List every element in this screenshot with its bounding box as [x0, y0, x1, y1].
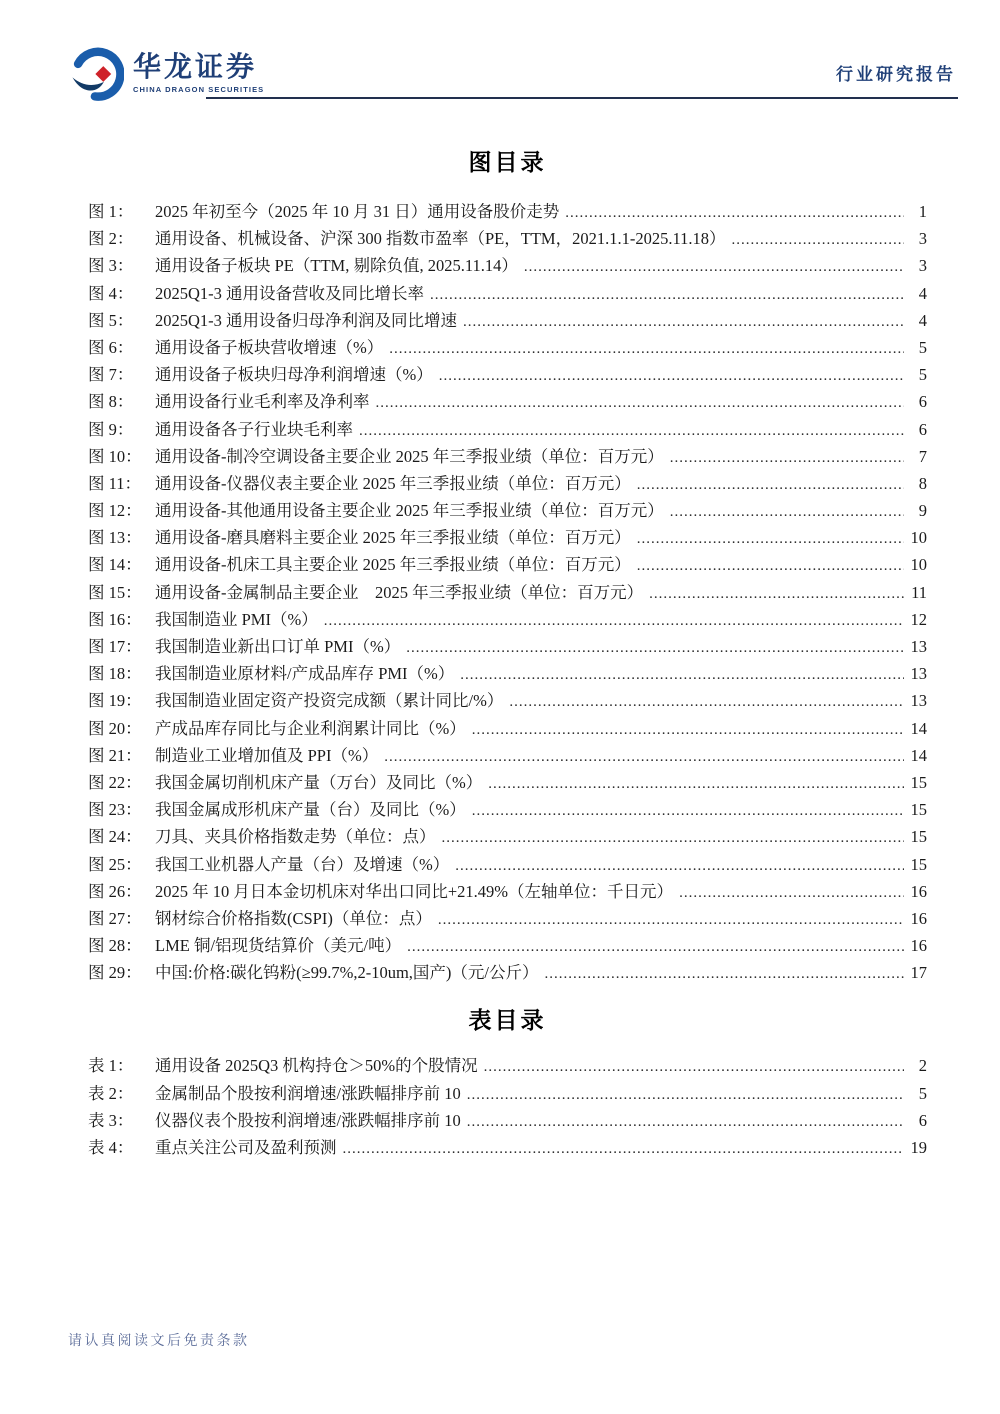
toc-entry-title: 通用设备行业毛利率及净利率 — [155, 392, 370, 412]
toc-entry — [88, 796, 927, 823]
toc-entry — [88, 823, 927, 850]
toc-entry-label: 图 12： — [88, 501, 142, 521]
toc-entry-label: 图 14： — [88, 555, 142, 575]
toc-entry — [88, 932, 927, 959]
toc-entry-label: 图 29： — [88, 963, 142, 983]
toc-entry-title: 我国制造业 PMI（%） — [155, 609, 318, 629]
report-header — [68, 46, 958, 106]
toc-entry-page: 17 — [910, 963, 927, 983]
toc-entry-title: 2025Q1-3 通用设备归母净利润及同比增速 — [155, 310, 458, 330]
toc-entry-label: 图 5： — [88, 310, 134, 330]
dotted-leader — [509, 694, 904, 711]
toc-entry — [88, 307, 927, 334]
toc-entry-title: 我国制造业固定资产投资完成额（累计同比/%） — [155, 691, 504, 711]
toc-entry-label: 图 17： — [88, 637, 142, 656]
toc-entry-title: 通用设备子板块归母净利润增速（%） — [155, 365, 433, 385]
table-of-contents — [88, 148, 927, 1161]
toc-entry — [88, 1134, 927, 1161]
toc-entry-page: 5 — [918, 365, 927, 385]
toc-entry-page: 2 — [918, 1056, 927, 1076]
toc-entry-label: 图 20： — [88, 718, 142, 738]
toc-entry-label: 图 27： — [88, 908, 142, 928]
dotted-leader — [637, 477, 904, 494]
toc-entry-page: 15 — [910, 854, 927, 874]
toc-entry — [88, 687, 927, 714]
toc-entry-label: 表 1： — [88, 1056, 134, 1076]
disclaimer-note: 请认真阅读文后免责条款 — [68, 1334, 250, 1349]
toc-entry-label: 图 7： — [88, 365, 134, 385]
brand-name-cn: 华龙证券 — [133, 52, 258, 83]
toc-entry-label: 图 6： — [88, 337, 134, 357]
toc-entry-page: 12 — [910, 609, 927, 629]
toc-entry-label: 图 13： — [88, 528, 142, 548]
dotted-leader — [484, 1059, 904, 1076]
toc-entry-page: 16 — [910, 881, 927, 901]
toc-entry-label: 图 9： — [88, 419, 134, 439]
table-toc-title: 表目录 — [468, 1008, 547, 1034]
toc-entry — [88, 1080, 927, 1107]
brand-name-en: CHINA DRAGON SECURITIES — [133, 85, 265, 94]
toc-entry — [88, 388, 927, 415]
toc-entry-page: 15 — [910, 827, 927, 847]
toc-entry — [88, 1052, 927, 1079]
toc-entry-label: 图 24： — [88, 827, 142, 847]
toc-entry-page: 15 — [910, 800, 927, 820]
toc-entry-title: 通用设备-金属制品主要企业 2025 年三季报业绩（单位：百万元） — [155, 582, 644, 602]
china-dragon-logo-icon — [68, 46, 124, 102]
toc-entry-title: 通用设备子板块营收增速（%） — [155, 337, 384, 357]
toc-entry-page: 4 — [918, 310, 927, 330]
dotted-leader — [488, 776, 904, 793]
toc-entry-label: 图 10： — [88, 446, 142, 466]
dotted-leader — [649, 586, 904, 603]
toc-entry — [88, 252, 927, 279]
toc-entry-page: 16 — [910, 908, 927, 928]
table-toc-list — [88, 1052, 927, 1161]
toc-entry — [88, 633, 927, 660]
toc-entry-title: 中国:价格:碳化钨粉(≥99.7%,2-10um,国产)（元/公斤） — [155, 963, 539, 983]
toc-entry-page: 11 — [911, 582, 927, 602]
toc-entry-label: 图 19： — [88, 691, 142, 711]
toc-entry — [88, 579, 927, 606]
toc-entry-page: 14 — [910, 718, 927, 738]
toc-entry-title: 我国金属切削机床产量（万台）及同比（%） — [155, 772, 483, 792]
toc-entry-title: 2025 年 10 月日本金切机床对华出口同比+21.49%（左轴单位：千日元） — [155, 881, 674, 901]
toc-entry-label: 表 4： — [88, 1138, 134, 1157]
toc-entry-page: 6 — [918, 1110, 927, 1130]
toc-entry — [88, 524, 927, 551]
toc-entry — [88, 443, 927, 470]
figure-toc-list — [88, 198, 927, 986]
toc-entry-page: 3 — [918, 229, 927, 249]
toc-entry-title: 通用设备-制冷空调设备主要企业 2025 年三季报业绩（单位：百万元） — [155, 446, 664, 466]
toc-entry-page: 19 — [910, 1138, 927, 1157]
toc-entry-page: 10 — [910, 528, 927, 548]
toc-entry-title: 我国制造业新出口订单 PMI（%） — [155, 637, 401, 656]
toc-entry-title: 金属制品个股按利润增速/涨跌幅排序前 10 — [155, 1083, 461, 1103]
toc-entry-page: 1 — [918, 202, 927, 221]
toc-entry-page: 13 — [910, 691, 927, 711]
toc-entry-title: 2025Q1-3 通用设备营收及同比增长率 — [155, 283, 425, 303]
toc-entry — [88, 280, 927, 307]
dotted-leader — [359, 423, 904, 440]
toc-entry-label: 图 3： — [88, 256, 134, 276]
toc-entry — [88, 551, 927, 578]
toc-entry-title: 我国工业机器人产量（台）及增速（%） — [155, 854, 450, 874]
dotted-leader — [565, 205, 904, 222]
toc-entry-title: 通用设备-其他通用设备主要企业 2025 年三季报业绩（单位：百万元） — [155, 501, 664, 521]
report-type-label: 行业研究报告 — [836, 65, 956, 84]
toc-entry-page: 4 — [918, 283, 927, 303]
toc-entry — [88, 660, 927, 687]
toc-entry-page: 5 — [918, 337, 927, 357]
toc-entry-title: 通用设备 2025Q3 机构持仓＞50%的个股情况 — [155, 1056, 478, 1076]
toc-entry — [88, 851, 927, 878]
toc-entry — [88, 905, 927, 932]
toc-entry-label: 图 28： — [88, 936, 142, 956]
toc-entry-label: 图 4： — [88, 283, 134, 303]
dotted-leader — [439, 368, 904, 385]
toc-entry-title: 制造业工业增加值及 PPI（%） — [155, 745, 379, 765]
brand-logo — [68, 46, 958, 102]
toc-entry-page: 6 — [918, 419, 927, 439]
dotted-leader — [384, 749, 904, 766]
toc-entry-title: 通用设备各子行业块毛利率 — [155, 419, 353, 439]
toc-entry-title: 通用设备、机械设备、沪深 300 指数市盈率（PE，TTM，2021.1.1-2025.11.18） — [155, 229, 726, 249]
toc-entry-page: 14 — [910, 745, 927, 765]
toc-entry-page: 7 — [918, 446, 927, 466]
toc-entry-page: 13 — [910, 664, 927, 684]
toc-entry — [88, 606, 927, 633]
dotted-leader — [467, 1114, 904, 1131]
dotted-leader — [637, 558, 904, 575]
toc-entry-title: 刀具、夹具价格指数走势（单位：点） — [155, 827, 436, 847]
toc-entry-title: LME 铜/铝现货结算价（美元/吨） — [155, 936, 402, 956]
toc-entry-label: 表 2： — [88, 1083, 134, 1103]
dotted-leader — [406, 640, 904, 657]
toc-entry-title: 重点关注公司及盈利预测 — [155, 1138, 337, 1157]
toc-entry-title: 通用设备子板块 PE（TTM, 剔除负值, 2025.11.14） — [155, 256, 518, 276]
dotted-leader — [430, 287, 904, 304]
toc-entry — [88, 334, 927, 361]
brand-text — [133, 53, 264, 95]
dotted-leader — [731, 232, 904, 249]
toc-entry-label: 图 11： — [88, 473, 142, 493]
toc-entry — [88, 497, 927, 524]
toc-entry — [88, 361, 927, 388]
dotted-leader — [472, 722, 904, 739]
dotted-leader — [545, 966, 905, 983]
toc-entry — [88, 416, 927, 443]
toc-entry — [88, 470, 927, 497]
toc-entry-label: 图 21： — [88, 745, 142, 765]
dotted-leader — [460, 667, 904, 684]
toc-entry-label: 图 26： — [88, 881, 142, 901]
dotted-leader — [442, 830, 905, 847]
toc-entry-label: 图 1： — [88, 202, 134, 221]
dotted-leader — [324, 613, 904, 630]
toc-entry-page: 13 — [910, 637, 927, 656]
toc-entry-title: 2025 年初至今（2025 年 10 月 31 日）通用设备股价走势 — [155, 202, 560, 221]
toc-entry-page: 15 — [910, 772, 927, 792]
dotted-leader — [389, 341, 904, 358]
toc-entry — [88, 225, 927, 252]
toc-entry-label: 图 18： — [88, 664, 142, 684]
toc-entry-page: 10 — [910, 555, 927, 575]
toc-entry — [88, 959, 927, 986]
toc-entry-label: 图 25： — [88, 854, 142, 874]
dotted-leader — [463, 314, 904, 331]
toc-entry-page: 9 — [918, 501, 927, 521]
dotted-leader — [670, 504, 904, 521]
toc-entry-label: 图 2： — [88, 229, 134, 249]
toc-entry-page: 8 — [918, 473, 927, 493]
figure-toc-title: 图目录 — [468, 150, 547, 175]
toc-entry-page: 16 — [910, 936, 927, 956]
dotted-leader — [343, 1141, 905, 1158]
dotted-leader — [524, 259, 904, 276]
dotted-leader — [438, 912, 904, 929]
toc-entry — [88, 878, 927, 905]
toc-entry-title: 通用设备-磨具磨料主要企业 2025 年三季报业绩（单位：百万元） — [155, 528, 631, 548]
toc-entry-title: 通用设备-机床工具主要企业 2025 年三季报业绩（单位：百万元） — [155, 555, 631, 575]
dotted-leader — [376, 395, 905, 412]
toc-entry — [88, 742, 927, 769]
toc-entry-page: 6 — [918, 392, 927, 412]
toc-entry-page: 3 — [918, 256, 927, 276]
toc-entry-label: 表 3： — [88, 1110, 134, 1130]
dotted-leader — [455, 858, 904, 875]
toc-entry — [88, 715, 927, 742]
dotted-leader — [467, 1087, 904, 1104]
dotted-leader — [637, 531, 904, 548]
toc-entry — [88, 198, 927, 225]
toc-entry-page: 5 — [918, 1083, 927, 1103]
dotted-leader — [407, 939, 904, 956]
toc-entry — [88, 1107, 927, 1134]
toc-entry — [88, 769, 927, 796]
toc-entry-title: 产成品库存同比与企业利润累计同比（%） — [155, 718, 466, 738]
toc-entry-label: 图 23： — [88, 800, 142, 820]
toc-entry-title: 仪器仪表个股按利润增速/涨跌幅排序前 10 — [155, 1110, 461, 1130]
dotted-leader — [472, 803, 904, 820]
toc-entry-label: 图 15： — [88, 582, 142, 602]
toc-entry-label: 图 8： — [88, 392, 134, 412]
toc-entry-title: 钢材综合价格指数(CSPI)（单位：点） — [155, 908, 432, 928]
toc-entry-label: 图 22： — [88, 772, 142, 792]
toc-entry-title: 我国制造业原材料/产成品库存 PMI（%） — [155, 664, 455, 684]
toc-entry-title: 通用设备-仪器仪表主要企业 2025 年三季报业绩（单位：百万元） — [155, 473, 631, 493]
dotted-leader — [670, 450, 904, 467]
toc-entry-title: 我国金属成形机床产量（台）及同比（%） — [155, 800, 466, 820]
dotted-leader — [679, 885, 904, 902]
toc-entry-label: 图 16： — [88, 609, 142, 629]
header-divider — [206, 97, 958, 99]
